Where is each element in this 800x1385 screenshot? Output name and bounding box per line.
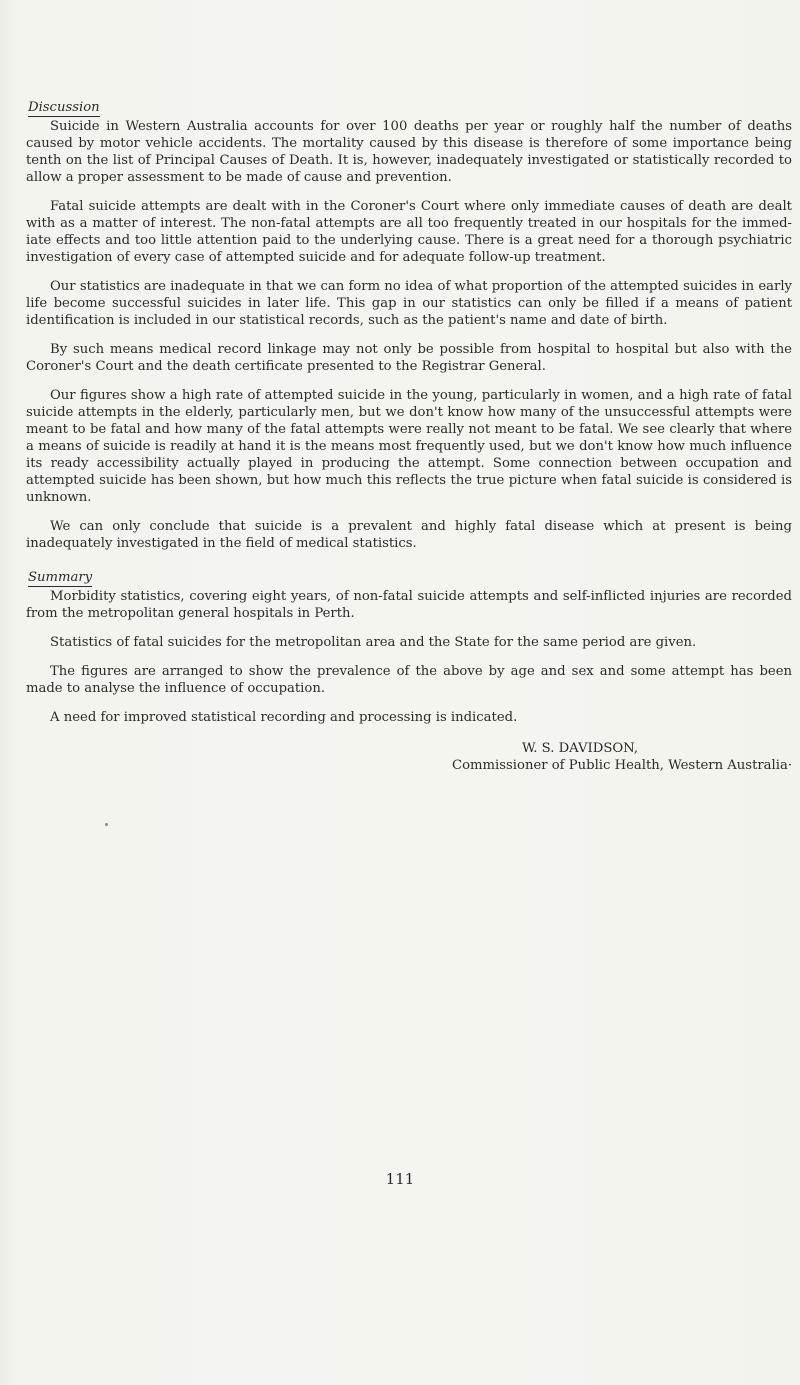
signature-title: Commissioner of Public Health, Western Australia· (452, 758, 793, 773)
discussion-paragraph-2: Fatal suicide attempts are dealt with in the Coroner's Court where only immediate causes of death are dealt with as a matter of interest. The non-fatal attempts are all too frequently treated in our hospitals for the immediate effects and too little attention paid to the underlying cause. There is a great need for a thorough psychiatric investigation of every case of attempted suicide and for adequate follow-up treatment. (26, 199, 792, 265)
discussion-paragraph-3: Our statistics are inadequate in that we can form no idea of what proportion of the attempted suicides in early life become successful suicides in later life. This gap in our statistics can only be filled if a means of patient identification is included in our statistical records, such as the patient's name and date of birth. (26, 279, 792, 328)
paper-speck (105, 823, 108, 826)
summary-paragraph-2: Statistics of fatal suicides for the metropolitan area and the State for the same period are given. (50, 635, 697, 650)
signature-name: W. S. DAVIDSON, (522, 741, 639, 756)
discussion-paragraph-4: By such means medical record linkage may not only be possible from hospital to hospital but also with the Coroner's Court and the death certificate presented to the Registrar General. (26, 342, 792, 374)
summary-paragraph-4: A need for improved statistical recording and processing is indicated. (50, 710, 518, 725)
discussion-paragraph-1: Suicide in Western Australia accounts for over 100 deaths per year or roughly half the number of deaths caused by motor vehicle accidents. The mortality caused by this disease is therefore of some importance being tenth on the list of Principal Causes of Death. It is, however, inadequately investigated or statistically recorded to allow a proper assessment to be made of cause and prevention. (26, 119, 792, 185)
discussion-paragraph-6: We can only conclude that suicide is a prevalent and highly fatal disease which at present is being inadequately investigated in the field of medical statistics. (26, 519, 792, 551)
page-number: 111 (385, 1170, 415, 1188)
summary-paragraph-1: Morbidity statistics, covering eight years, of non-fatal suicide attempts and self-inflicted injuries are recorded from the metropolitan general hospitals in Perth. (26, 589, 792, 621)
summary-section (26, 566, 792, 726)
discussion-heading: Discussion (28, 100, 100, 115)
discussion-section (26, 96, 792, 552)
discussion-paragraph-5: Our figures show a high rate of attempted suicide in the young, particularly in women, and a high rate of fatal suicide attempts in the elderly, particularly men, but we don't know how many of the unsuccessful attempts were meant to be fatal and how many of the fatal attempts were really not meant to be fatal. We see clearly that where a means of suicide is readily at hand it is the means most frequently used, but we don't know how much influence its ready accessibility actually played in producing the attempt. Some connection between occupation and attempted suicide has been shown, but how much this reflects the true picture when fatal suicide is considered is unknown. (26, 388, 792, 505)
summary-heading: Summary (28, 570, 93, 585)
signature-block (26, 740, 792, 774)
page-content (26, 96, 792, 774)
summary-paragraph-3: The figures are arranged to show the prevalence of the above by age and sex and some attempt has been made to analyse the influence of occupation. (26, 664, 792, 696)
